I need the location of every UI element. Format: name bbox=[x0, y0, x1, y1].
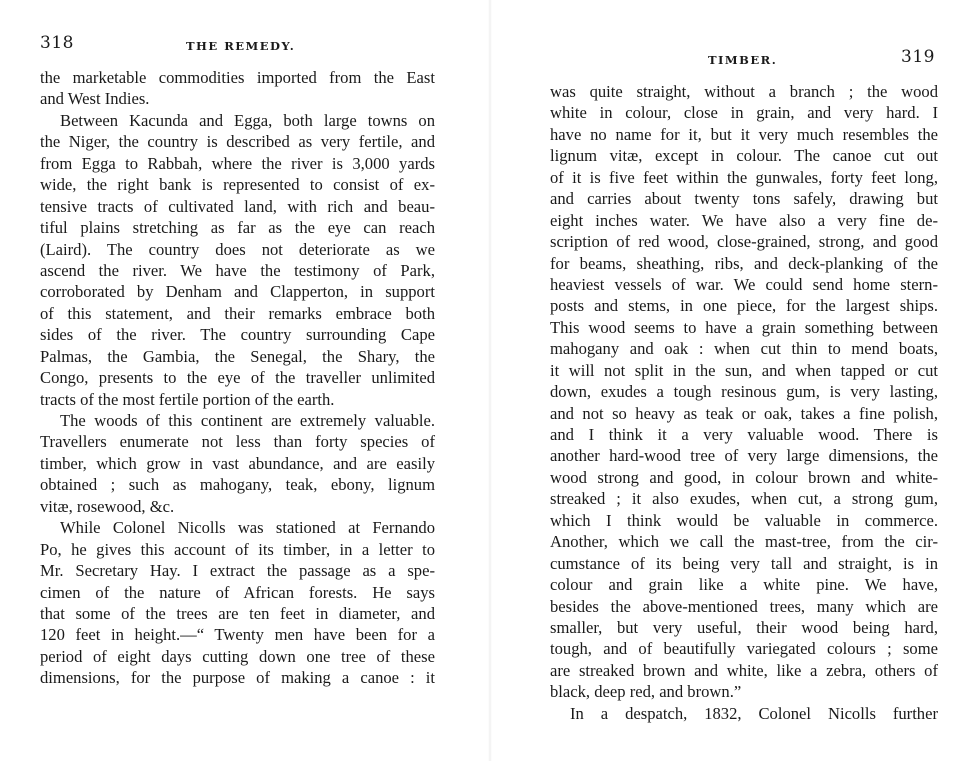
text-line: The woods of this continent are extremely valuable. bbox=[60, 411, 435, 430]
text-line: the Niger, the country is described as very fertile, and bbox=[40, 132, 435, 152]
text-line: Po, he gives this account of its timber, in a letter to bbox=[40, 539, 435, 559]
text-line: it will not split in the sun, and when tapped or cut bbox=[550, 360, 938, 380]
text-line: Between Kacunda and Egga, both large towns on bbox=[60, 110, 435, 130]
text-line: Mr. Secretary Hay. I extract the passage as a spe- bbox=[40, 561, 435, 581]
text-line: of this statement, and their remarks embrace both bbox=[40, 303, 435, 323]
text-line: and West Indies. bbox=[40, 89, 150, 109]
text-line: This wood seems to have a grain something between bbox=[550, 317, 938, 337]
text-line: black, deep red, and brown.” bbox=[550, 682, 742, 702]
text-line: lignum vitæ, except in colour. The canoe cut out bbox=[550, 146, 938, 166]
text-line: and carries about twenty tons safely, drawing but bbox=[550, 189, 938, 209]
text-line: and not so heavy as teak or oak, takes a fine polish, bbox=[550, 403, 938, 423]
page-number: 318 bbox=[40, 33, 74, 53]
text-line: tiful plains stretching as far as the eye can reach bbox=[40, 218, 435, 238]
text-line: tensive tracts of cultivated land, with rich and beau- bbox=[40, 196, 435, 216]
text-line: of it is five feet within the gunwales, forty feet long, bbox=[550, 167, 938, 187]
text-line: cimen of the nature of African forests. He says bbox=[40, 582, 435, 602]
right-page-text bbox=[550, 81, 938, 724]
text-line: have no name for it, but it very much resembles the bbox=[550, 124, 938, 144]
text-line: white in colour, close in grain, and very hard. I bbox=[550, 103, 938, 123]
text-line: scription of red wood, close-grained, strong, and good bbox=[550, 232, 938, 252]
right-page bbox=[500, 0, 980, 761]
text-line: are streaked brown and white, like a zebra, others of bbox=[550, 660, 938, 680]
text-line: mahogany and oak : when cut thin to mend boats, bbox=[550, 339, 938, 359]
text-line: wood strong and good, in colour brown and white- bbox=[550, 467, 938, 487]
page-number: 319 bbox=[901, 47, 935, 67]
text-line: Another, which we call the mast-tree, from the cir- bbox=[550, 532, 938, 552]
text-line: Congo, presents to the eye of the traveller unlimited bbox=[40, 368, 435, 388]
text-line: tracts of the most fertile portion of the earth. bbox=[40, 389, 335, 409]
text-line: In a despatch, 1832, Colonel Nicolls further bbox=[570, 703, 938, 723]
text-line: dimensions, for the purpose of making a canoe : it bbox=[40, 668, 435, 688]
text-line: obtained ; such as mahogany, teak, ebony, lignum bbox=[40, 475, 435, 495]
text-line: for beams, sheathing, ribs, and deck-planking of the bbox=[550, 253, 938, 273]
gutter-shadow bbox=[488, 0, 492, 761]
text-line: tough, and of beautifully variegated colours ; some bbox=[550, 639, 938, 659]
text-line: Palmas, the Gambia, the Senegal, the Shary, the bbox=[40, 346, 435, 366]
text-line: eight inches water. We have also a very fine de- bbox=[550, 210, 938, 230]
text-line: (Laird). The country does not deteriorate as we bbox=[40, 239, 435, 259]
text-line: vitæ, rosewood, &c. bbox=[40, 496, 175, 516]
text-line: and I think it a very valuable wood. There is bbox=[550, 425, 938, 444]
text-line: streaked ; it also exudes, when cut, a strong gum, bbox=[550, 489, 938, 509]
text-line: down, exudes a tough resinous gum, is very lasting, bbox=[550, 382, 938, 402]
text-line: Travellers enumerate not less than forty species of bbox=[40, 432, 435, 452]
text-line: from Egga to Rabbah, where the river is 3,000 yards bbox=[40, 153, 435, 173]
text-line: ascend the river. We have the testimony of Park, bbox=[40, 260, 435, 280]
text-line: colour and grain like a white pine. We have, bbox=[550, 575, 938, 595]
text-line: was quite straight, without a branch ; the wood bbox=[550, 82, 938, 101]
running-head: TIMBER. bbox=[708, 53, 778, 67]
text-line: besides the above-mentioned trees, many which are bbox=[550, 596, 938, 616]
left-page-text bbox=[40, 67, 435, 689]
running-head: THE REMEDY. bbox=[186, 39, 296, 53]
text-line: timber, which grow in vast abundance, and are easily bbox=[40, 453, 435, 473]
text-line: which I think would be valuable in commerce. bbox=[550, 510, 938, 530]
text-line: corroborated by Denham and Clapperton, in support bbox=[40, 282, 435, 302]
text-line: that some of the trees are ten feet in diameter, and bbox=[40, 603, 435, 623]
text-line: While Colonel Nicolls was stationed at Fernando bbox=[60, 518, 435, 538]
text-line: wide, the right bank is represented to consist of ex- bbox=[40, 175, 435, 195]
text-line: cumstance of its being very tall and straight, is in bbox=[550, 553, 938, 573]
text-line: period of eight days cutting down one tree of these bbox=[40, 646, 435, 666]
text-line: heaviest vessels of war. We could send home stern- bbox=[550, 274, 938, 294]
text-line: sides of the river. The country surrounding Cape bbox=[40, 325, 435, 345]
text-line: the marketable commodities imported from the East bbox=[40, 68, 435, 87]
text-line: another hard-wood tree of very large dimensions, the bbox=[550, 446, 938, 466]
text-line: smaller, but very useful, their wood being hard, bbox=[550, 617, 938, 637]
text-line: 120 feet in height.—“ Twenty men have been for a bbox=[40, 625, 435, 645]
text-line: posts and stems, in one piece, for the largest ships. bbox=[550, 296, 938, 316]
left-page bbox=[0, 0, 480, 761]
